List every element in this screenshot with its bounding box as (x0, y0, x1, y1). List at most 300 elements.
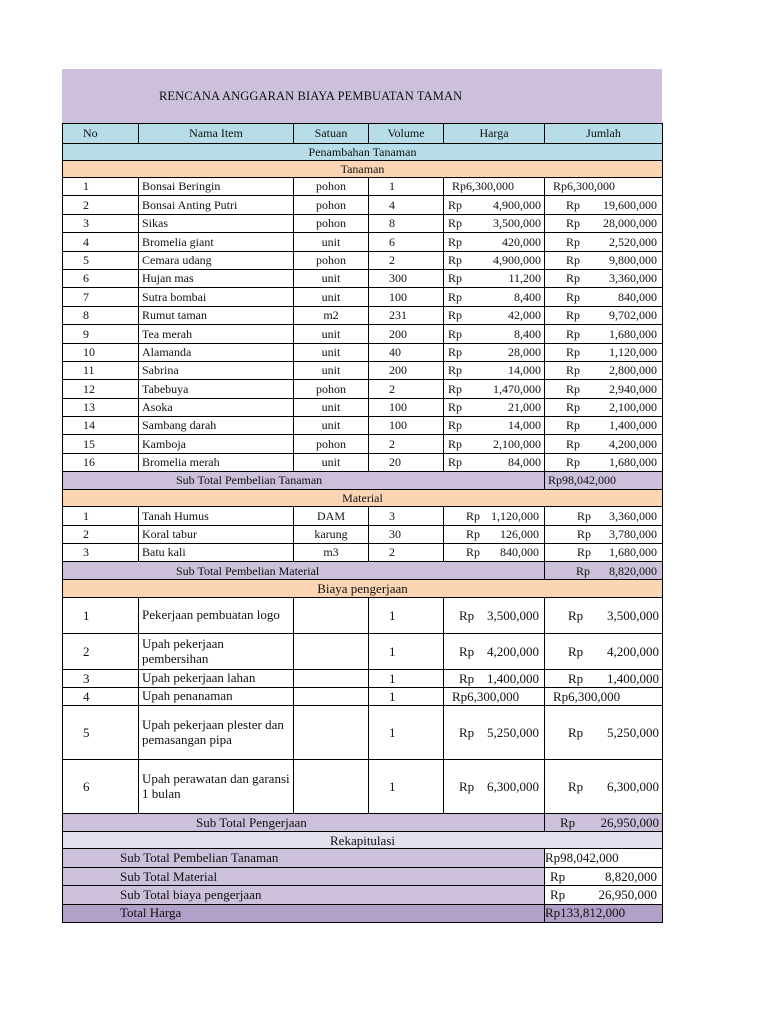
item-price (444, 760, 545, 814)
item-total (545, 598, 663, 634)
currency-label: Rp (550, 887, 566, 903)
item-price (444, 398, 545, 416)
amount-value: 1,680,000 (609, 455, 657, 470)
item-price (444, 417, 545, 435)
amount-value: 11,200 (508, 271, 541, 286)
amount-value: 3,500,000 (607, 608, 659, 624)
subtotal-value (545, 562, 663, 580)
amount-value: 28,000 (508, 344, 541, 359)
budget-table (62, 123, 663, 923)
item-price (444, 288, 545, 306)
item-volume: 3 (369, 507, 444, 525)
item-name: Sabrina (139, 361, 294, 379)
item-price (444, 269, 545, 287)
total-value: Rp133,812,000 (545, 904, 663, 922)
item-unit: unit (294, 398, 369, 416)
item-total (545, 507, 663, 525)
recap-value (545, 886, 663, 904)
item-volume: 1 (369, 760, 444, 814)
item-number: 2 (63, 196, 139, 214)
item-name: Bonsai Beringin (139, 178, 294, 196)
item-name: Upah pekerjaan plester dan pemasangan pipa (139, 706, 294, 760)
item-unit (294, 760, 369, 814)
item-name: Tabebuya (139, 380, 294, 398)
currency-label: Rp (459, 608, 475, 624)
item-unit: pohon (294, 214, 369, 232)
table-row (63, 269, 663, 287)
currency-label: Rp (448, 216, 463, 231)
section-title: Penambahan Tanaman (63, 144, 663, 161)
item-number: 4 (63, 233, 139, 251)
amount-value: 1,470,000 (493, 381, 541, 396)
item-price: Rp6,300,000 (444, 178, 545, 196)
table-row (63, 634, 663, 670)
item-unit: pohon (294, 380, 369, 398)
amount-value: 3,500,000 (493, 216, 541, 231)
column-header: Satuan (294, 124, 369, 144)
currency-label: Rp (568, 671, 584, 687)
group-row (63, 580, 663, 598)
item-volume: 2 (369, 251, 444, 269)
item-price (444, 196, 545, 214)
item-volume: 1 (369, 178, 444, 196)
item-volume: 2 (369, 435, 444, 453)
item-unit (294, 706, 369, 760)
table-row (63, 417, 663, 435)
item-total (545, 214, 663, 232)
item-number: 3 (63, 214, 139, 232)
currency-label: Rp (466, 527, 481, 542)
amount-value: 840,000 (500, 545, 539, 560)
amount-value: 9,800,000 (609, 252, 657, 267)
item-unit (294, 688, 369, 706)
amount-value: 4,200,000 (607, 644, 659, 660)
item-name: Hujan mas (139, 269, 294, 287)
subtotal-label: Sub Total Pembelian Material (63, 562, 545, 580)
item-unit: DAM (294, 507, 369, 525)
item-volume: 1 (369, 688, 444, 706)
currency-label: Rp (448, 252, 463, 267)
amount-value: 84,000 (508, 455, 541, 470)
item-volume: 1 (369, 670, 444, 688)
item-price (444, 214, 545, 232)
group-row (63, 490, 663, 507)
amount-value: 2,940,000 (609, 381, 657, 396)
currency-label: Rp (448, 308, 463, 323)
currency-label: Rp (448, 344, 463, 359)
item-name: Upah pekerjaan lahan (139, 670, 294, 688)
item-number: 5 (63, 251, 139, 269)
currency-label: Rp (566, 381, 581, 396)
currency-label: Rp (448, 197, 463, 212)
amount-value: 26,950,000 (598, 887, 657, 903)
currency-label: Rp (459, 779, 475, 795)
item-total (545, 544, 663, 562)
table-row (63, 670, 663, 688)
currency-label: Rp (566, 234, 581, 249)
total-row (63, 904, 663, 922)
item-number: 5 (63, 706, 139, 760)
item-number: 12 (63, 380, 139, 398)
item-total (545, 634, 663, 670)
item-unit: unit (294, 343, 369, 361)
currency-label: Rp (550, 868, 566, 884)
amount-value: 5,250,000 (487, 725, 539, 741)
currency-label: Rp (568, 608, 584, 624)
item-total (545, 760, 663, 814)
item-total (545, 361, 663, 379)
amount-value: 2,520,000 (609, 234, 657, 249)
item-number: 3 (63, 544, 139, 562)
item-unit (294, 598, 369, 634)
item-name: Asoka (139, 398, 294, 416)
column-header: Volume (369, 124, 444, 144)
item-unit: unit (294, 325, 369, 343)
table-row (63, 325, 663, 343)
table-row (63, 598, 663, 634)
amount-value: 6,300,000 (487, 779, 539, 795)
currency-label: Rp (566, 455, 581, 470)
item-number: 6 (63, 760, 139, 814)
item-total (545, 269, 663, 287)
currency-label: Rp (566, 271, 581, 286)
column-header: Nama Item (139, 124, 294, 144)
recap-label: Sub Total Material (63, 867, 545, 885)
item-unit: unit (294, 233, 369, 251)
amount-value: 19,600,000 (603, 197, 657, 212)
subtotal-row (63, 562, 663, 580)
item-unit: unit (294, 361, 369, 379)
item-volume: 1 (369, 634, 444, 670)
column-header: Jumlah (545, 124, 663, 144)
table-row (63, 288, 663, 306)
item-name: Rumut taman (139, 306, 294, 324)
amount-value: 8,400 (514, 289, 541, 304)
amount-value: 420,000 (502, 234, 541, 249)
column-header: Harga (444, 124, 545, 144)
item-volume: 200 (369, 361, 444, 379)
item-number: 4 (63, 688, 139, 706)
item-price (444, 544, 545, 562)
item-number: 3 (63, 670, 139, 688)
currency-label: Rp (448, 436, 463, 451)
table-row (63, 507, 663, 525)
item-price (444, 525, 545, 543)
item-unit: unit (294, 288, 369, 306)
item-volume: 100 (369, 288, 444, 306)
item-number: 9 (63, 325, 139, 343)
amount-value: 14,000 (508, 418, 541, 433)
item-price (444, 706, 545, 760)
item-number: 13 (63, 398, 139, 416)
currency-label: Rp (466, 508, 481, 523)
total-label: Total Harga (63, 904, 545, 922)
table-row (63, 380, 663, 398)
currency-label: Rp (448, 381, 463, 396)
item-total (545, 306, 663, 324)
item-unit: pohon (294, 196, 369, 214)
item-name: Pekerjaan pembuatan logo (139, 598, 294, 634)
item-total (545, 706, 663, 760)
table-row (63, 398, 663, 416)
item-unit (294, 634, 369, 670)
table-row (63, 760, 663, 814)
item-volume: 4 (369, 196, 444, 214)
amount-value: 8,400 (514, 326, 541, 341)
item-price (444, 361, 545, 379)
amount-value: 840,000 (618, 289, 657, 304)
item-name: Upah pekerjaan pembersihan (139, 634, 294, 670)
item-price (444, 507, 545, 525)
table-row (63, 688, 663, 706)
item-total (545, 453, 663, 471)
item-volume: 8 (369, 214, 444, 232)
item-unit: karung (294, 525, 369, 543)
item-total (545, 417, 663, 435)
currency-label: Rp (466, 545, 481, 560)
item-number: 14 (63, 417, 139, 435)
amount-value: 126,000 (500, 527, 539, 542)
recap-value: Rp98,042,000 (545, 849, 663, 867)
subtotal-label: Sub Total Pengerjaan (63, 814, 545, 832)
item-number: 7 (63, 288, 139, 306)
item-total (545, 398, 663, 416)
table-row (63, 343, 663, 361)
currency-label: Rp (566, 326, 581, 341)
amount-value: 42,000 (508, 308, 541, 323)
amount-value: 2,100,000 (609, 400, 657, 415)
item-number: 6 (63, 269, 139, 287)
item-number: 1 (63, 178, 139, 196)
item-price (444, 306, 545, 324)
amount-value: 1,120,000 (491, 508, 539, 523)
currency-label: Rp (448, 363, 463, 378)
item-name: Sutra bombai (139, 288, 294, 306)
amount-value: 1,680,000 (609, 326, 657, 341)
item-volume: 1 (369, 706, 444, 760)
amount-value: 26,950,000 (600, 815, 659, 831)
table-row (63, 435, 663, 453)
item-name: Kamboja (139, 435, 294, 453)
item-number: 1 (63, 598, 139, 634)
item-volume: 200 (369, 325, 444, 343)
document-title: RENCANA ANGGARAN BIAYA PEMBUATAN TAMAN (159, 89, 463, 103)
currency-label: Rp (576, 563, 591, 578)
item-volume: 2 (369, 544, 444, 562)
table-row (63, 196, 663, 214)
currency-label: Rp (566, 418, 581, 433)
amount-value: 4,900,000 (493, 252, 541, 267)
item-volume: 100 (369, 417, 444, 435)
currency-label: Rp (577, 508, 592, 523)
amount-value: 21,000 (508, 400, 541, 415)
item-number: 11 (63, 361, 139, 379)
amount-value: 9,702,000 (609, 308, 657, 323)
amount-value: 4,200,000 (609, 436, 657, 451)
item-number: 8 (63, 306, 139, 324)
currency-label: Rp (568, 725, 584, 741)
item-total (545, 251, 663, 269)
recap-label: Sub Total biaya pengerjaan (63, 886, 545, 904)
item-volume: 231 (369, 306, 444, 324)
amount-value: 4,900,000 (493, 197, 541, 212)
currency-label: Rp (566, 308, 581, 323)
subtotal-row (63, 472, 663, 490)
amount-value: 2,100,000 (493, 436, 541, 451)
table-row (63, 233, 663, 251)
currency-label: Rp (560, 815, 576, 831)
recap-label: Sub Total Pembelian Tanaman (63, 849, 545, 867)
currency-label: Rp (577, 527, 592, 542)
item-total (545, 233, 663, 251)
amount-value: 14,000 (508, 363, 541, 378)
item-volume: 20 (369, 453, 444, 471)
item-volume: 2 (369, 380, 444, 398)
item-name: Bromelia giant (139, 233, 294, 251)
item-name: Tanah Humus (139, 507, 294, 525)
table-row (63, 544, 663, 562)
currency-label: Rp (448, 289, 463, 304)
amount-value: 3,780,000 (609, 527, 657, 542)
item-name: Bonsai Anting Putri (139, 196, 294, 214)
item-unit: pohon (294, 251, 369, 269)
amount-value: 1,680,000 (609, 545, 657, 560)
currency-label: Rp (459, 725, 475, 741)
budget-sheet (62, 69, 662, 923)
subtotal-value (545, 814, 663, 832)
item-name: Tea merah (139, 325, 294, 343)
amount-value: 1,120,000 (609, 344, 657, 359)
item-number: 2 (63, 634, 139, 670)
recap-item-row (63, 849, 663, 867)
currency-label: Rp (448, 326, 463, 341)
item-price: Rp6,300,000 (444, 688, 545, 706)
amount-value: 6,300,000 (607, 779, 659, 795)
table-row (63, 361, 663, 379)
item-price (444, 343, 545, 361)
item-volume: 300 (369, 269, 444, 287)
currency-label: Rp (577, 545, 592, 560)
amount-value: 3,500,000 (487, 608, 539, 624)
item-price (444, 325, 545, 343)
item-volume: 40 (369, 343, 444, 361)
title-band (62, 69, 662, 123)
currency-label: Rp (448, 234, 463, 249)
item-total (545, 435, 663, 453)
currency-label: Rp (448, 418, 463, 433)
amount-value: 4,200,000 (487, 644, 539, 660)
recap-title: Rekapitulasi (63, 832, 663, 849)
item-total: Rp6,300,000 (545, 688, 663, 706)
item-unit: unit (294, 269, 369, 287)
item-price (444, 380, 545, 398)
amount-value: 3,360,000 (609, 271, 657, 286)
item-number: 1 (63, 507, 139, 525)
currency-label: Rp (459, 671, 475, 687)
currency-label: Rp (568, 644, 584, 660)
currency-label: Rp (566, 436, 581, 451)
item-unit: pohon (294, 178, 369, 196)
amount-value: 1,400,000 (609, 418, 657, 433)
amount-value: 28,000,000 (603, 216, 657, 231)
item-name: Koral tabur (139, 525, 294, 543)
currency-label: Rp (566, 344, 581, 359)
item-name: Batu kali (139, 544, 294, 562)
item-volume: 100 (369, 398, 444, 416)
item-unit: unit (294, 417, 369, 435)
amount-value: 8,820,000 (605, 868, 657, 884)
item-volume: 30 (369, 525, 444, 543)
item-number: 16 (63, 453, 139, 471)
item-total (545, 380, 663, 398)
table-row (63, 178, 663, 196)
item-price (444, 670, 545, 688)
amount-value: 1,400,000 (487, 671, 539, 687)
group-title: Tanaman (63, 161, 663, 178)
item-price (444, 453, 545, 471)
recap-item-row (63, 886, 663, 904)
currency-label: Rp (459, 644, 475, 660)
table-row (63, 525, 663, 543)
item-total (545, 343, 663, 361)
currency-label: Rp (448, 455, 463, 470)
item-unit: unit (294, 453, 369, 471)
amount-value: 1,400,000 (607, 671, 659, 687)
item-name: Upah penanaman (139, 688, 294, 706)
item-volume: 1 (369, 598, 444, 634)
amount-value: 5,250,000 (607, 725, 659, 741)
table-row (63, 214, 663, 232)
item-total: Rp6,300,000 (545, 178, 663, 196)
amount-value: 8,820,000 (609, 563, 657, 578)
item-name: Alamanda (139, 343, 294, 361)
currency-label: Rp (448, 400, 463, 415)
currency-label: Rp (566, 289, 581, 304)
item-volume: 6 (369, 233, 444, 251)
table-row (63, 251, 663, 269)
item-price (444, 435, 545, 453)
group-row (63, 161, 663, 178)
item-number: 15 (63, 435, 139, 453)
subtotal-label: Sub Total Pembelian Tanaman (63, 472, 545, 490)
item-unit: pohon (294, 435, 369, 453)
item-total (545, 670, 663, 688)
section-row (63, 144, 663, 161)
item-name: Bromelia merah (139, 453, 294, 471)
recap-row (63, 832, 663, 849)
item-price (444, 634, 545, 670)
subtotal-value: Rp98,042,000 (545, 472, 663, 490)
header-row (63, 124, 663, 144)
currency-label: Rp (448, 271, 463, 286)
item-unit: m2 (294, 306, 369, 324)
currency-label: Rp (566, 216, 581, 231)
currency-label: Rp (566, 252, 581, 267)
item-price (444, 598, 545, 634)
item-number: 10 (63, 343, 139, 361)
item-total (545, 525, 663, 543)
group-title: Biaya pengerjaan (63, 580, 663, 598)
item-unit (294, 670, 369, 688)
item-price (444, 251, 545, 269)
item-total (545, 325, 663, 343)
currency-label: Rp (566, 197, 581, 212)
table-row (63, 706, 663, 760)
subtotal-row (63, 814, 663, 832)
recap-value (545, 867, 663, 885)
item-name: Sikas (139, 214, 294, 232)
item-name: Cemara udang (139, 251, 294, 269)
